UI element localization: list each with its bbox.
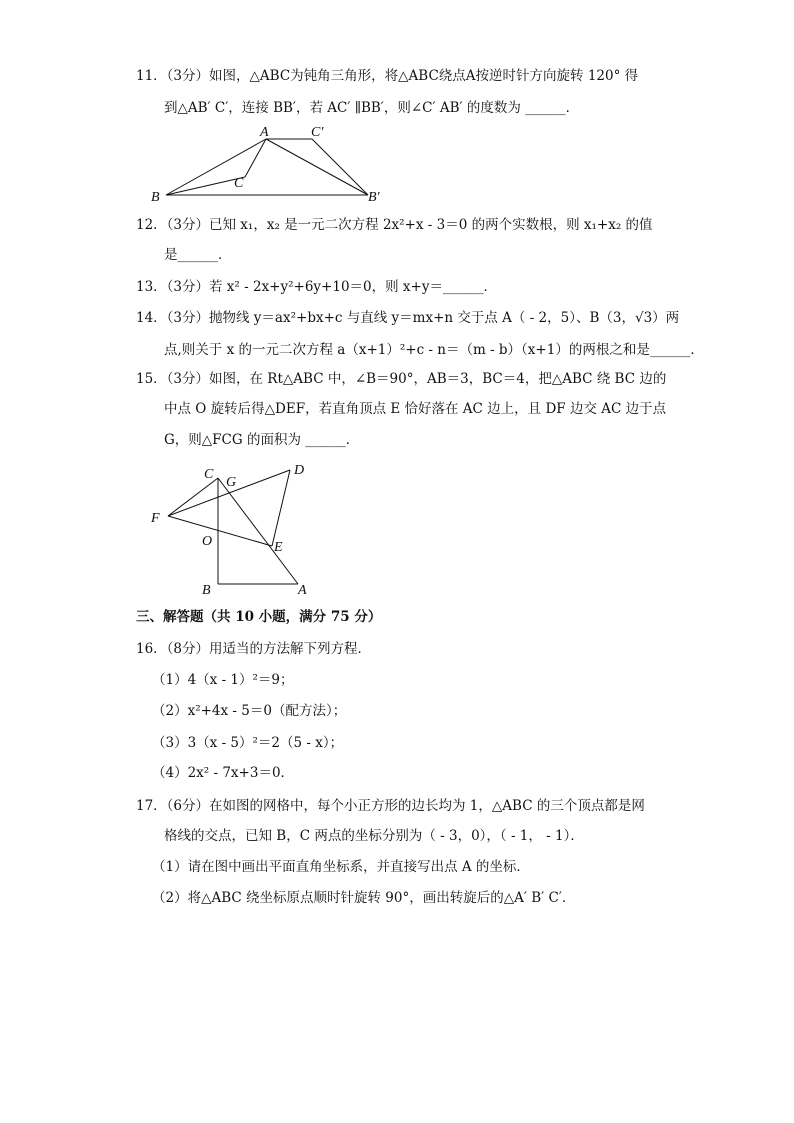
q15-label-A: A [298,583,307,598]
q16-item-4: （4）2x² - 7x+3＝0． [152,765,295,781]
q11-label-C1: C′ [311,125,324,140]
q11-label-A: A [260,125,269,140]
q14-text-line2: 点,则关于 x 的一元二次方程 a（x+1）²+c - n＝（m - b）（x+1）的两根之和是______． [164,342,704,358]
q11-figure [140,122,400,202]
q15-label-O: O [202,534,213,549]
q15-label-D: D [294,463,305,478]
q14-text-line1: 14．（3分）抛物线 y＝ax²+bx+c 与直线 y＝mx+n 交于点 A（ - 2，5）、B（3，√3）两 [136,310,680,326]
q15-text-line1: 15．（3分）如图，在 Rt△ABC 中，∠B＝90°，AB＝3，BC＝4，把△ABC 绕 BC 边的 [136,371,667,387]
q15-label-E: E [274,540,283,555]
q15-label-B: B [202,583,211,598]
q15-segment-FE [168,516,272,546]
q15-text-line3: G，则△FCG 的面积为 ______． [164,432,360,448]
q15-segment-CA [218,478,298,584]
q17-item-2: （2）将△ABC 绕坐标原点顺时针旋转 90°，画出转旋后的△A′ B′ C′． [152,890,576,906]
q15-text-line2: 中点 O 旋转后得△DEF，若直角顶点 E 恰好落在 AC 边上，且 DF 边交 AC 边于点 [164,401,667,417]
q11-text-line2: 到△AB′ C′，连接 BB′，若 AC′ ∥BB′，则∠C′ AB′ 的度数为 ______． [164,100,580,116]
q12-text-line1: 12．（3分）已知 x₁，x₂ 是一元二次方程 2x²+x - 3＝0 的两个实数根，则 x₁+x₂ 的值 [136,217,653,233]
q15-label-F: F [151,511,160,526]
q11-label-B: B [151,190,160,202]
q11-segment-AB1 [266,139,368,195]
q11-text-line1: 11．（3分）如图，△ABC为钝角三角形，将△ABC绕点A按逆时针方向旋转 120° 得 [136,68,639,84]
q17-text-line1: 17．（6分）在如图的网格中，每个小正方形的边长均为 1，△ABC 的三个顶点都是网 [136,798,645,814]
q17-text-line2: 格线的交点，已知 B，C 两点的坐标分别为（ - 3，0），（ - 1， - 1）． [164,828,584,844]
q16-item-3: （3）3（x - 5）²＝2（5 - x）； [152,735,344,751]
q12-text-line2: 是______． [164,247,232,263]
q16-title: 16．（8分）用适当的方法解下列方程． [136,641,372,657]
q15-figure [140,458,330,598]
q15-segment-FC [168,478,218,516]
q11-label-B1: B′ [368,190,380,202]
q16-item-1: （1）4（x - 1）²＝9； [152,672,294,688]
q17-item-1: （1）请在图中画出平面直角坐标系，并直接写出点 A 的坐标． [152,859,530,875]
q15-segment-DE [272,470,290,546]
q11-label-C: C [234,176,244,191]
q11-segment-C1B1 [312,139,368,195]
section-heading: 三、解答题（共 10 小题，满分 75 分） [136,609,382,625]
q16-item-2: （2）x²+4x - 5＝0（配方法）； [152,703,347,719]
q15-label-G: G [226,475,237,490]
q15-label-C: C [204,467,214,482]
q13-text: 13．（3分）若 x² - 2x+y²+6y+10＝0，则 x+y＝______． [136,279,497,295]
